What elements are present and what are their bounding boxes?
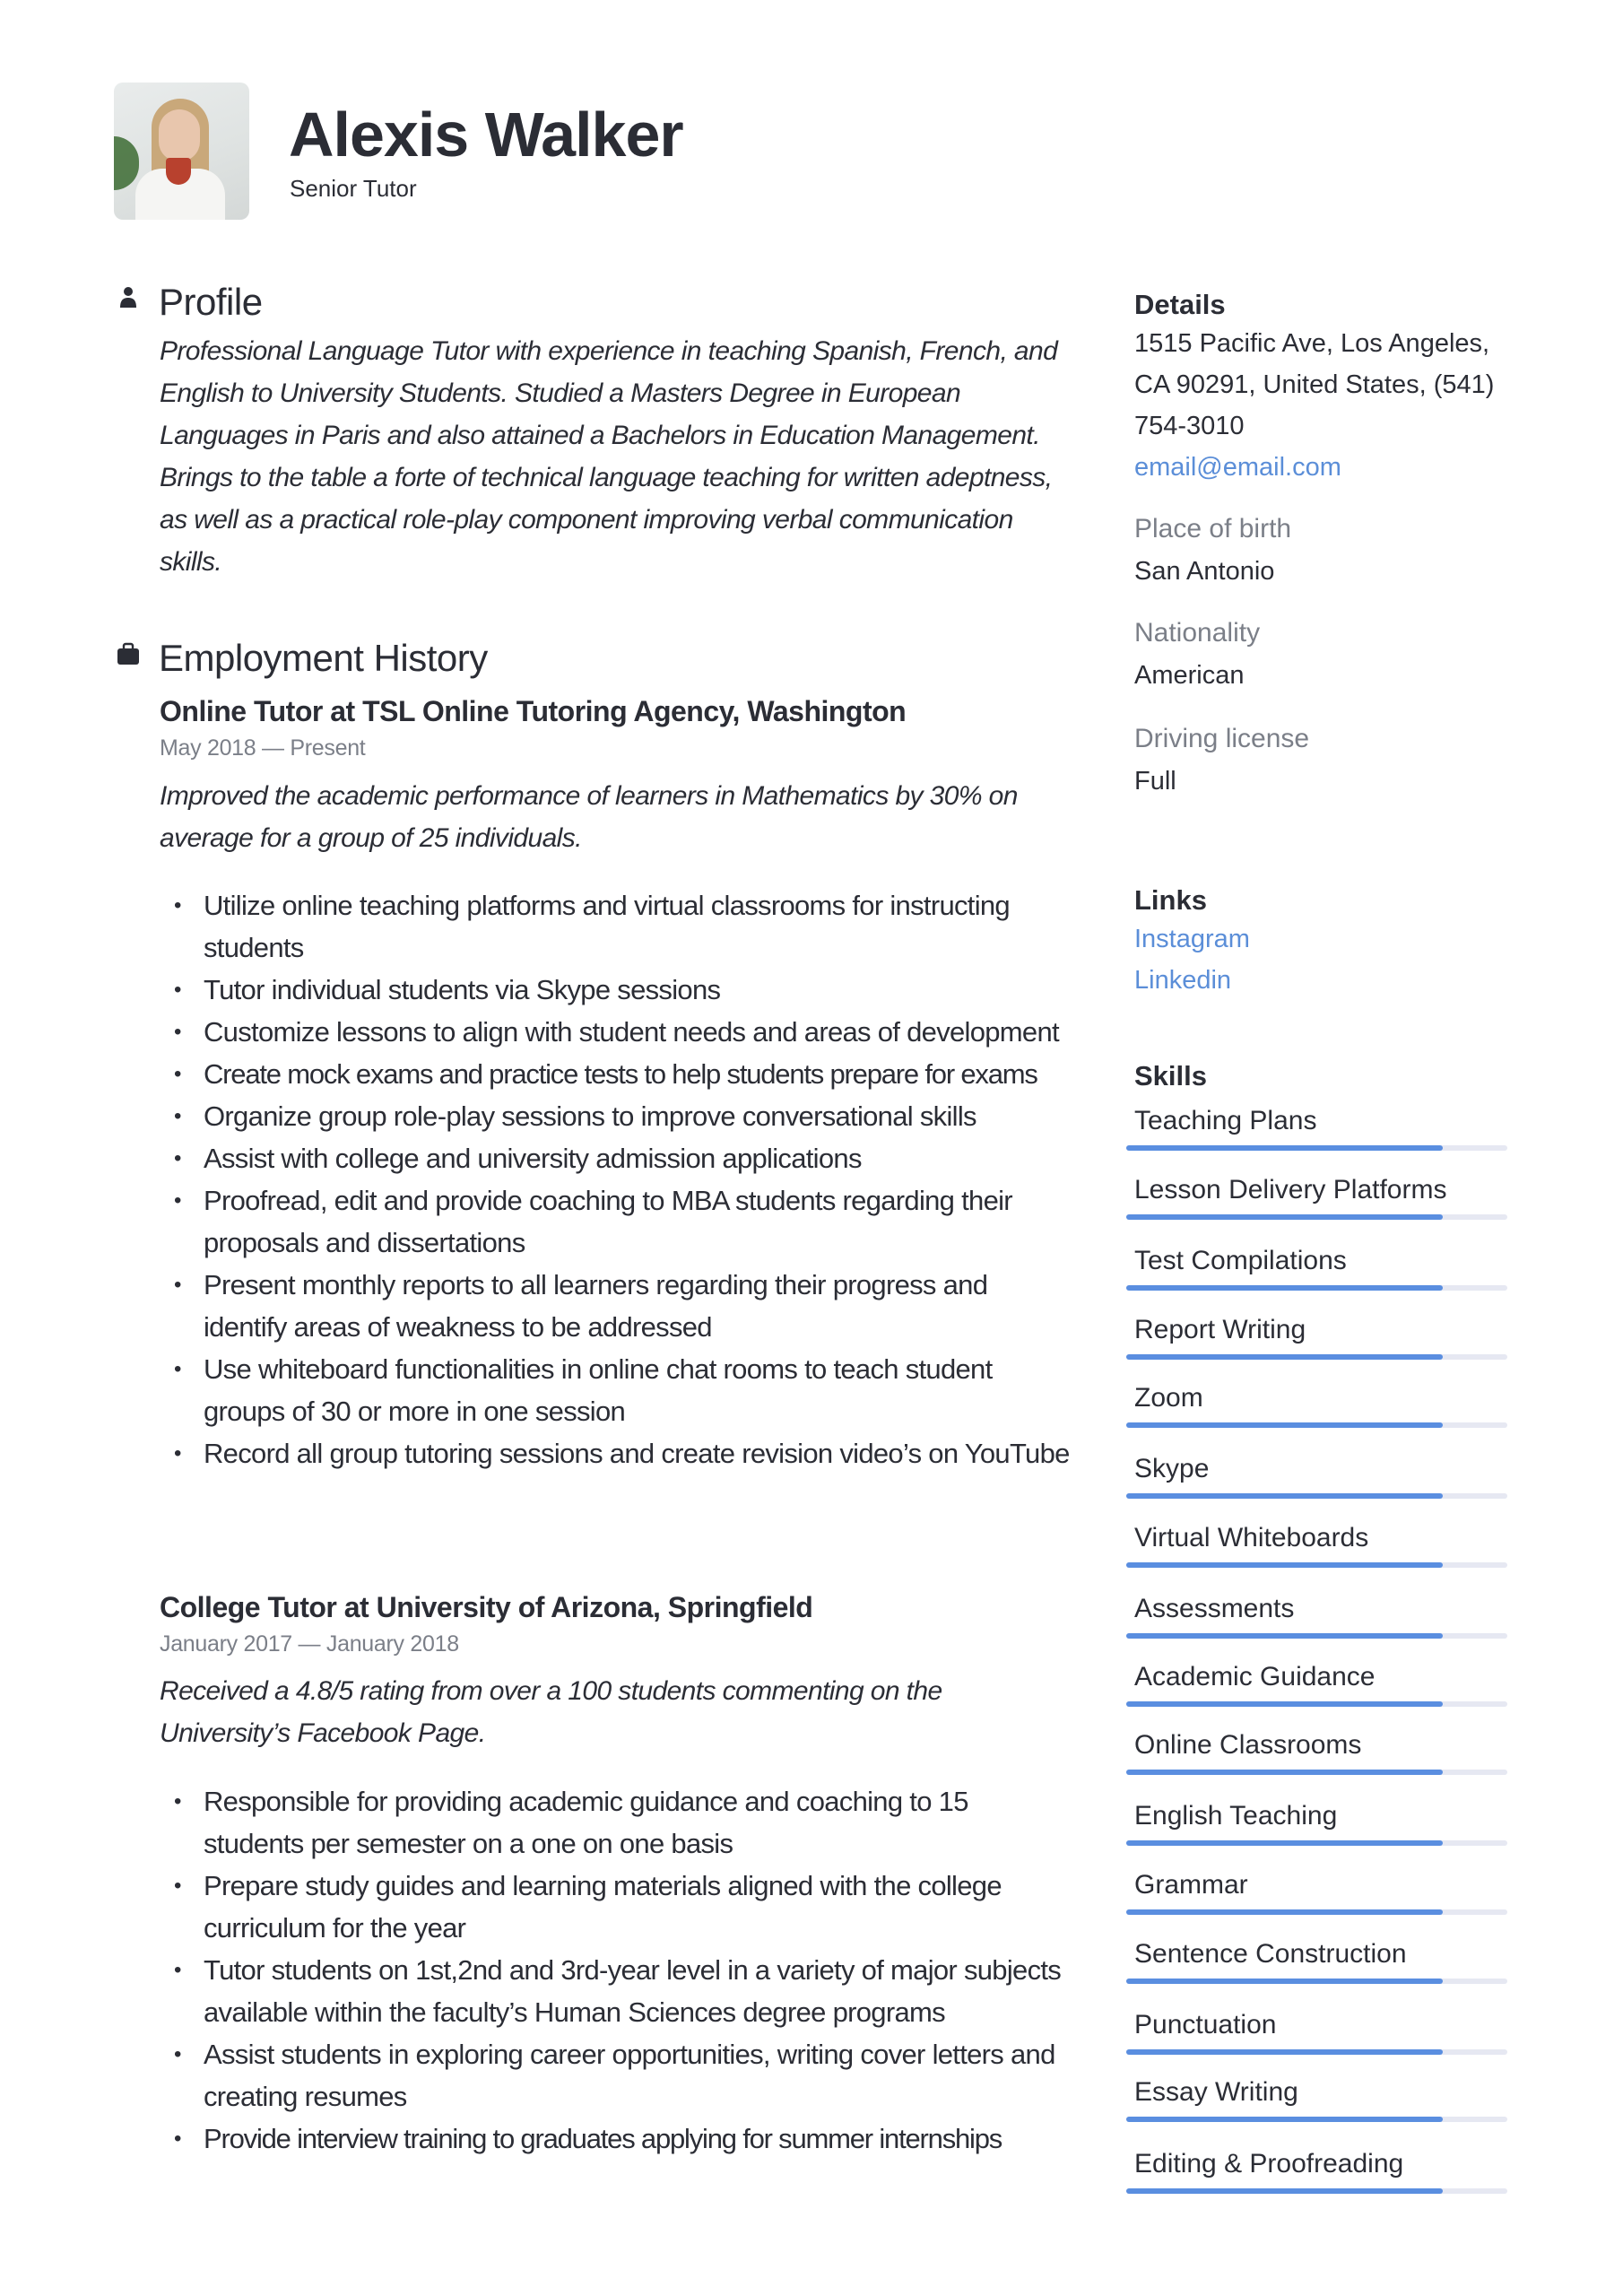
skill-item xyxy=(1134,2074,1520,2144)
skill-level-track xyxy=(1126,1633,1507,1639)
skill-item xyxy=(1134,1520,1520,1590)
place-of-birth-label: Place of birth xyxy=(1134,514,1292,544)
list-item: • Present monthly reports to all learners regarding their progress and identify areas of weakness to be addressed xyxy=(160,1264,1074,1348)
profile-photo xyxy=(114,83,249,220)
skill-level-bar xyxy=(1126,1214,1443,1220)
nationality-value: American xyxy=(1134,661,1245,690)
list-item: • Customize lessons to align with student needs and areas of development xyxy=(160,1011,1074,1053)
skill-label: Online Classrooms xyxy=(1134,1730,1362,1760)
links-heading: Links xyxy=(1134,884,1207,916)
skill-label: Zoom xyxy=(1134,1383,1203,1413)
links-section xyxy=(1134,883,1529,1001)
list-item: • Responsible for providing academic guidance and coaching to 15 students per semester on a one on one basis xyxy=(160,1780,1074,1865)
skill-label: Skype xyxy=(1134,1454,1210,1483)
skill-level-bar xyxy=(1126,2117,1443,2122)
skill-item xyxy=(1134,2007,1520,2077)
skill-label: Report Writing xyxy=(1134,1315,1306,1344)
address-line: 1515 Pacific Ave, Los Angeles, xyxy=(1134,329,1490,358)
skill-item xyxy=(1134,1936,1520,2006)
skill-level-bar xyxy=(1126,1422,1443,1428)
skill-level-track xyxy=(1126,1214,1507,1220)
skill-level-bar xyxy=(1126,1285,1443,1291)
skill-level-track xyxy=(1126,1493,1507,1499)
place-of-birth-value: San Antonio xyxy=(1134,557,1275,586)
skill-label: Academic Guidance xyxy=(1134,1662,1376,1692)
skill-level-bar xyxy=(1126,1633,1443,1639)
skill-level-track xyxy=(1126,2117,1507,2122)
briefcase-icon xyxy=(117,642,140,665)
skill-item xyxy=(1134,1243,1520,1313)
skill-item xyxy=(1134,1312,1520,1382)
details-section xyxy=(1134,287,1529,802)
skill-level-bar xyxy=(1126,1979,1443,1984)
linkedin-link[interactable]: Linkedin xyxy=(1134,966,1232,995)
phone-line: 754-3010 xyxy=(1134,412,1245,440)
job-bullets xyxy=(160,1780,1074,2160)
employment-heading: Employment History xyxy=(159,637,488,679)
skill-level-bar xyxy=(1126,1909,1443,1915)
skill-label: Lesson Delivery Platforms xyxy=(1134,1175,1447,1205)
skill-level-track xyxy=(1126,2188,1507,2194)
skill-level-track xyxy=(1126,1354,1507,1360)
skill-level-track xyxy=(1126,1701,1507,1707)
skill-item xyxy=(1134,1103,1520,1173)
job-summary: Received a 4.8/5 rating from over a 100 students commenting on the University’s Facebook Page. xyxy=(160,1676,942,1748)
list-item: • Prepare study guides and learning materials aligned with the college curriculum for the year xyxy=(160,1865,1074,1949)
email-link[interactable]: email@email.com xyxy=(1134,453,1341,482)
skill-level-bar xyxy=(1126,1493,1443,1499)
skill-item xyxy=(1134,1172,1520,1242)
skill-label: Assessments xyxy=(1134,1594,1295,1623)
skill-level-track xyxy=(1126,1285,1507,1291)
profile-summary: Professional Language Tutor with experience in teaching Spanish, French, and English to University Students. Studied a Masters Degree in European Languages in Paris and also attained a Bachelors in Education Management. Brings to the table a forte of technical language teaching for written adeptness, as well as a practical role-play component improving verbal communication skills. xyxy=(160,336,1058,577)
skill-label: Teaching Plans xyxy=(1134,1106,1317,1135)
job-dates: May 2018 — Present xyxy=(160,735,366,761)
list-item: • Proofread, edit and provide coaching to MBA students regarding their proposals and dissertations xyxy=(160,1179,1074,1264)
skill-item xyxy=(1134,1591,1520,1661)
skill-label: Test Compilations xyxy=(1134,1246,1347,1275)
skills-heading: Skills xyxy=(1134,1060,1207,1091)
list-item: • Use whiteboard functionalities in online chat rooms to teach student groups of 30 or more in one session xyxy=(160,1348,1074,1432)
job-title: Online Tutor at TSL Online Tutoring Agency, Washington xyxy=(160,695,907,727)
person-icon xyxy=(117,285,140,309)
skill-label: Virtual Whiteboards xyxy=(1134,1523,1369,1552)
skill-level-track xyxy=(1126,1422,1507,1428)
list-item: • Tutor individual students via Skype sessions xyxy=(160,969,1074,1011)
skill-level-track xyxy=(1126,1909,1507,1915)
skill-level-bar xyxy=(1126,1145,1443,1151)
skill-level-bar xyxy=(1126,1701,1443,1707)
skill-item xyxy=(1134,1798,1520,1868)
skill-level-track xyxy=(1126,2049,1507,2055)
skill-level-bar xyxy=(1126,1770,1443,1775)
skill-label: Punctuation xyxy=(1134,2010,1277,2039)
driving-license-label: Driving license xyxy=(1134,724,1310,753)
job-title: College Tutor at University of Arizona, Springfield xyxy=(160,1591,813,1623)
skill-label: Sentence Construction xyxy=(1134,1939,1407,1969)
skill-level-track xyxy=(1126,1979,1507,1984)
skill-level-bar xyxy=(1126,1354,1443,1360)
skill-level-track xyxy=(1126,1562,1507,1568)
skill-item xyxy=(1134,1451,1520,1521)
profile-heading: Profile xyxy=(159,281,263,323)
skill-item xyxy=(1134,1659,1520,1729)
job-dates: January 2017 — January 2018 xyxy=(160,1631,459,1657)
list-item: • Record all group tutoring sessions and create revision video’s on YouTube xyxy=(160,1432,1074,1474)
skill-label: Editing & Proofreading xyxy=(1134,2149,1404,2179)
job-bullets xyxy=(160,884,1074,1474)
nationality-label: Nationality xyxy=(1134,618,1261,648)
list-item: • Organize group role-play sessions to improve conversational skills xyxy=(160,1095,1074,1137)
skill-level-bar xyxy=(1126,1840,1443,1846)
skill-level-track xyxy=(1126,1770,1507,1775)
skill-item xyxy=(1134,1727,1520,1797)
instagram-link[interactable]: Instagram xyxy=(1134,925,1250,953)
details-heading: Details xyxy=(1134,289,1226,320)
skill-label: Essay Writing xyxy=(1134,2077,1298,2107)
list-item: • Assist students in exploring career opportunities, writing cover letters and creating resumes xyxy=(160,2033,1074,2118)
skill-item xyxy=(1134,1867,1520,1937)
skill-label: English Teaching xyxy=(1134,1801,1338,1831)
skill-level-bar xyxy=(1126,1562,1443,1568)
candidate-role: Senior Tutor xyxy=(290,175,417,202)
skill-level-track xyxy=(1126,1145,1507,1151)
list-item: • Create mock exams and practice tests to help students prepare for exams xyxy=(160,1053,1074,1095)
skill-level-bar xyxy=(1126,2049,1443,2055)
skill-level-bar xyxy=(1126,2188,1443,2194)
list-item: • Tutor students on 1st,2nd and 3rd-year level in a variety of major subjects available within the faculty’s Human Sciences degree programs xyxy=(160,1949,1074,2033)
list-item: • Utilize online teaching platforms and virtual classrooms for instructing students xyxy=(160,884,1074,969)
job-summary: Improved the academic performance of learners in Mathematics by 30% on average for a group of 25 individuals. xyxy=(160,781,1018,853)
skill-item xyxy=(1134,1380,1520,1450)
list-item: • Provide interview training to graduates applying for summer internships xyxy=(160,2118,1074,2160)
skill-level-track xyxy=(1126,1840,1507,1846)
skill-label: Grammar xyxy=(1134,1870,1248,1900)
skill-item xyxy=(1134,2146,1520,2216)
list-item: • Assist with college and university admission applications xyxy=(160,1137,1074,1179)
driving-license-value: Full xyxy=(1134,767,1176,796)
address-line: CA 90291, United States, (541) xyxy=(1134,370,1495,399)
candidate-name: Alexis Walker xyxy=(289,100,683,170)
